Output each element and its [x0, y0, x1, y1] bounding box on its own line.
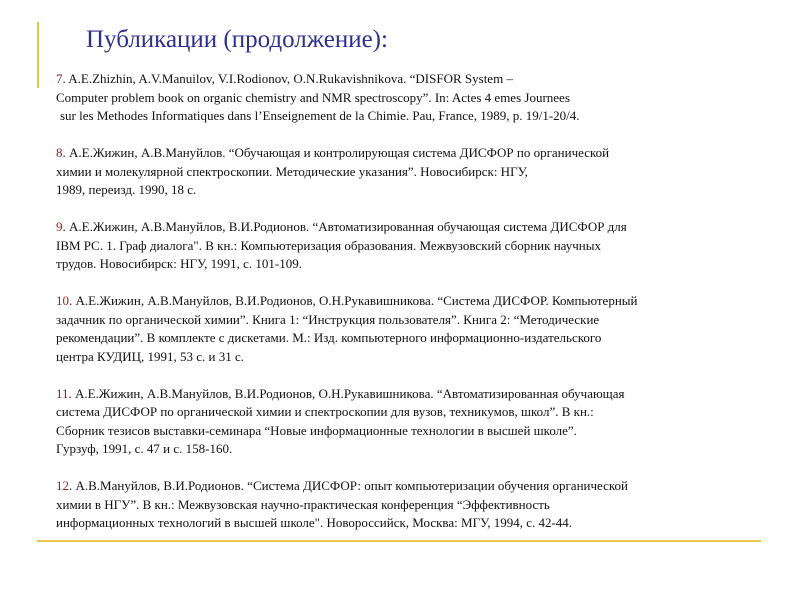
publication-list [56, 70, 776, 551]
entry-number: 11 [56, 385, 69, 401]
entry-line: задачник по органической химии”. Книга 1: “Инструкция пользователя”. Книга 2: “Методические [56, 311, 600, 327]
entry-text: . А.Е.Жижин, А.В.Мануйлов. “Обучающая и контролирующая система ДИСФОР по органической [62, 145, 610, 160]
entry-line: трудов. Новосибирск: НГУ, 1991, с. 101-109. [56, 256, 302, 271]
entry-number: 7 [56, 71, 63, 86]
entry-line: рекомендации”. В комплекте с дискетами. М.: Изд. компьютерного информационно-издательского [56, 330, 602, 345]
entry-text: . А.Е.Жижин, А.В.Мануйлов, В.И.Родионов, О.Н.Рукавишникова. “Система ДИСФОР. Компьютерный [69, 293, 638, 308]
entry-line: информационных технологий в высшей школе". Новороссийск, Москва: МГУ, 1994, с. 42-44. [56, 515, 573, 530]
accent-vertical-rule [37, 22, 39, 88]
entry-text: . А.В.Мануйлов, В.И.Родионов. “Система ДИСФОР: опыт компьютеризации обучения органической [69, 478, 628, 493]
entry-line: химии и молекулярной спектроскопии. Методические указания”. Новосибирск: НГУ, [56, 163, 528, 179]
publication-entry-9 [56, 218, 776, 274]
publication-entry-11 [56, 385, 776, 459]
entry-line: центра КУДИЦ, 1991, 53 с. и 31 с. [56, 348, 244, 364]
publication-entry-8 [56, 144, 776, 200]
entry-text: . А.Е.Жижин, А.В.Мануйлов, В.И.Родионов, О.Н.Рукавишникова. “Автоматизированная обучающая [68, 385, 625, 401]
entry-line: Гурзуф, 1991, с. 47 и с. 158-160. [56, 441, 233, 456]
entry-line: 1989, переизд. 1990, 18 с. [56, 182, 197, 197]
entry-number: 9 [56, 219, 63, 234]
entry-line: система ДИСФОР по органической химии и спектроскопии для вузов, техникумов, школ”. В кн.: [56, 404, 594, 419]
entry-number: 10 [56, 293, 69, 308]
entry-line [56, 218, 776, 237]
entry-number: 8 [56, 145, 63, 160]
slide-title: Публикации (продолжение): [86, 26, 388, 53]
entry-line [56, 385, 776, 404]
publication-entry-10 [56, 292, 776, 366]
publication-entry-12 [56, 477, 776, 533]
entry-line [56, 144, 776, 163]
entry-text: . А.Е.Жижин, А.В.Мануйлов, В.И.Родионов. “Автоматизированная обучающая система ДИСФОР для [62, 219, 627, 234]
entry-line: Computer problem book on organic chemistry and NMR spectroscopy”. In: Actes 4 emes Journees [56, 89, 570, 105]
entry-line [56, 292, 776, 311]
publication-entry-7 [56, 70, 776, 126]
entry-line [56, 70, 776, 89]
entry-text: . A.E.Zhizhin, A.V.Manuilov, V.I.Rodionov, O.N.Rukavishnikova. “DISFOR System – [62, 71, 513, 86]
entry-line: sur les Methodes Informatiques dans l’Enseignement de la Chimie. Pau, France, 1989, p. 19/1-20/4. [60, 108, 580, 123]
entry-line: химии в НГУ”. В кн.: Межвузовская научно-практическая конференция “Эффективность [56, 496, 550, 512]
entry-line: Сборник тезисов выставки-семинара “Новые информационные технологии в высшей школе”. [56, 422, 577, 438]
entry-line: IBM PC. 1. Граф диалога". В кн.: Компьютеризация образования. Межвузовский сборник научных [56, 237, 601, 253]
entry-number: 12 [56, 478, 69, 493]
entry-line [56, 477, 776, 496]
